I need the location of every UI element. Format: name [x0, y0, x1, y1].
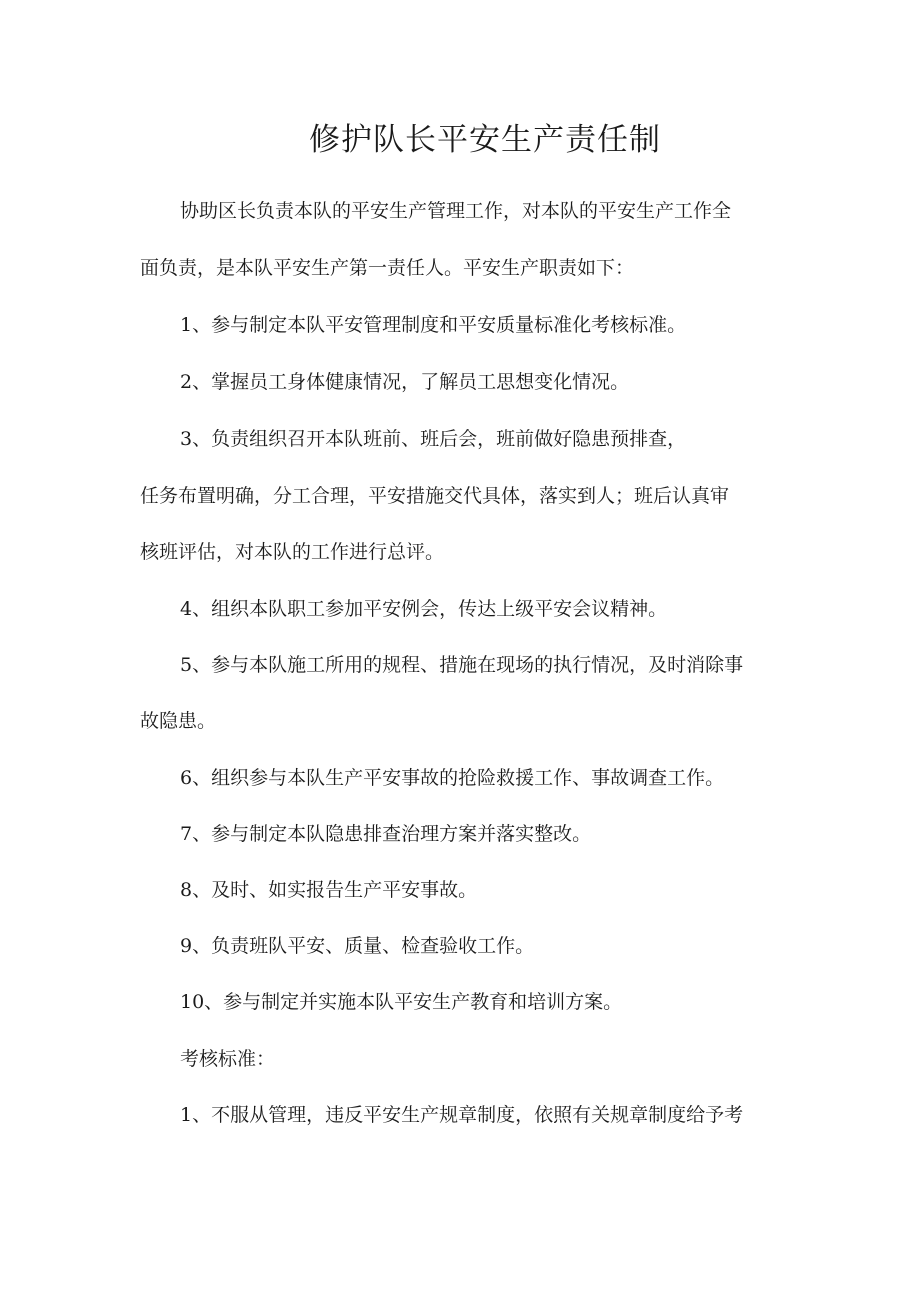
list-item-continuation: 故隐患。: [140, 710, 217, 732]
list-item: 10、参与制定并实施本队平安生产教育和培训方案。: [180, 991, 623, 1013]
list-item: 9、负责班队平安、质量、检查验收工作。: [180, 935, 535, 957]
list-item: 1、参与制定本队平安管理制度和平安质量标准化考核标准。: [180, 314, 687, 336]
section-heading: 考核标准：: [180, 1048, 276, 1070]
body-line: 面负责，是本队平安生产第一责任人。平安生产职责如下：: [140, 257, 635, 279]
list-item: 8、及时、如实报告生产平安事故。: [180, 879, 478, 901]
list-item: 3、负责组织召开本队班前、班后会，班前做好隐患预排查，: [180, 428, 687, 450]
list-item-continuation: 核班评估，对本队的工作进行总评。: [140, 541, 445, 563]
body-line: 协助区长负责本队的平安生产管理工作，对本队的平安生产工作全: [180, 200, 732, 222]
list-item: 4、组织本队职工参加平安例会，传达上级平安会议精神。: [180, 598, 668, 620]
list-item: 6、组织参与本队生产平安事故的抢险救援工作、事故调查工作。: [180, 767, 725, 789]
list-item-continuation: 任务布置明确，分工合理，平安措施交代具体，落实到人；班后认真审: [140, 485, 730, 507]
list-item: 7、参与制定本队隐患排查治理方案并落实整改。: [180, 823, 592, 845]
list-item: 1、不服从管理，违反平安生产规章制度，依照有关规章制度给予考: [180, 1104, 744, 1126]
document-title: 修护队长平安生产责任制: [309, 122, 661, 158]
list-item: 2、掌握员工身体健康情况，了解员工思想变化情况。: [180, 371, 630, 393]
list-item: 5、参与本队施工所用的规程、措施在现场的执行情况，及时消除事: [180, 654, 744, 676]
